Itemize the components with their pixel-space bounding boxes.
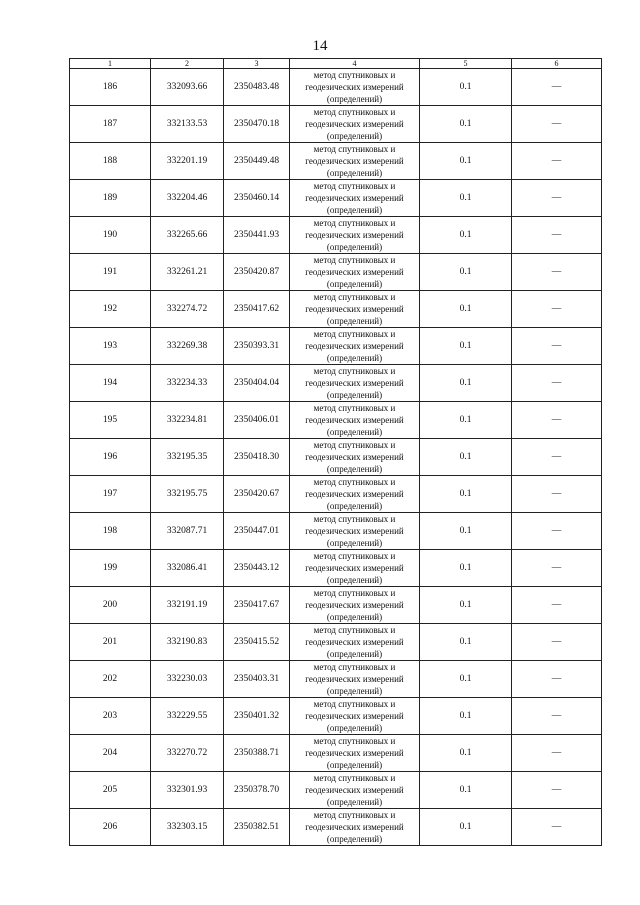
- point-number-cell: 194: [70, 365, 151, 402]
- coordinate-x-cell: 332201.19: [151, 143, 224, 180]
- method-line: метод спутниковых и: [313, 144, 396, 154]
- table-row: [70, 698, 602, 735]
- method-cell: [290, 365, 420, 402]
- page-number: 14: [312, 38, 328, 54]
- coordinate-x-cell: 332195.75: [151, 476, 224, 513]
- table-row: [70, 550, 602, 587]
- method-line: метод спутниковых и: [313, 366, 396, 376]
- method-line: метод спутниковых и: [313, 477, 396, 487]
- table-row: [70, 624, 602, 661]
- table-row: [70, 217, 602, 254]
- point-number-cell: 206: [70, 809, 151, 846]
- coordinate-x-cell: 332087.71: [151, 513, 224, 550]
- method-line: (определений): [326, 242, 383, 252]
- method-line: геодезических измерений: [305, 637, 404, 647]
- point-number-cell: 197: [70, 476, 151, 513]
- coordinate-x-cell: 332265.66: [151, 217, 224, 254]
- point-number-cell: 200: [70, 587, 151, 624]
- accuracy-cell: 0.1: [420, 328, 512, 365]
- note-cell: —: [512, 772, 602, 809]
- point-number-cell: 201: [70, 624, 151, 661]
- coordinate-x-cell: 332303.15: [151, 809, 224, 846]
- accuracy-cell: 0.1: [420, 809, 512, 846]
- point-number-cell: 186: [70, 69, 151, 106]
- accuracy-cell: 0.1: [420, 217, 512, 254]
- method-line: геодезических измерений: [305, 341, 404, 351]
- method-line: геодезических измерений: [305, 600, 404, 610]
- accuracy-cell: 0.1: [420, 106, 512, 143]
- point-number-cell: 189: [70, 180, 151, 217]
- coordinate-x-cell: 332133.53: [151, 106, 224, 143]
- method-line: метод спутниковых и: [313, 181, 396, 191]
- note-cell: —: [512, 291, 602, 328]
- coordinate-x-cell: 332270.72: [151, 735, 224, 772]
- note-cell: —: [512, 809, 602, 846]
- method-cell: [290, 587, 420, 624]
- coordinate-y-cell: 2350449.48: [224, 143, 290, 180]
- method-line: геодезических измерений: [305, 711, 404, 721]
- method-line: (определений): [326, 834, 383, 844]
- coordinate-x-cell: 332204.46: [151, 180, 224, 217]
- note-cell: —: [512, 254, 602, 291]
- note-cell: —: [512, 180, 602, 217]
- note-cell: —: [512, 365, 602, 402]
- method-cell: [290, 180, 420, 217]
- accuracy-cell: 0.1: [420, 587, 512, 624]
- coordinate-x-cell: 332261.21: [151, 254, 224, 291]
- note-cell: —: [512, 698, 602, 735]
- coordinate-x-cell: 332234.33: [151, 365, 224, 402]
- coordinate-x-cell: 332190.83: [151, 624, 224, 661]
- table-row: [70, 661, 602, 698]
- accuracy-cell: 0.1: [420, 698, 512, 735]
- method-cell: [290, 217, 420, 254]
- note-cell: —: [512, 550, 602, 587]
- accuracy-cell: 0.1: [420, 735, 512, 772]
- table-row: [70, 809, 602, 846]
- coordinate-x-cell: 332230.03: [151, 661, 224, 698]
- table-row: [70, 365, 602, 402]
- method-line: геодезических измерений: [305, 156, 404, 166]
- point-number-cell: 195: [70, 402, 151, 439]
- table-row: [70, 69, 602, 106]
- method-cell: [290, 550, 420, 587]
- accuracy-cell: 0.1: [420, 439, 512, 476]
- table-header-row: [70, 59, 602, 69]
- method-line: геодезических измерений: [305, 563, 404, 573]
- method-cell: [290, 624, 420, 661]
- method-line: (определений): [326, 168, 383, 178]
- method-cell: [290, 772, 420, 809]
- coordinate-y-cell: 2350441.93: [224, 217, 290, 254]
- method-line: геодезических измерений: [305, 415, 404, 425]
- method-line: (определений): [326, 538, 383, 548]
- table-body: [70, 69, 602, 846]
- point-number-cell: 192: [70, 291, 151, 328]
- accuracy-cell: 0.1: [420, 69, 512, 106]
- note-cell: —: [512, 587, 602, 624]
- method-cell: [290, 69, 420, 106]
- column-header: 3: [224, 59, 290, 69]
- method-line: геодезических измерений: [305, 378, 404, 388]
- note-cell: —: [512, 513, 602, 550]
- accuracy-cell: 0.1: [420, 624, 512, 661]
- method-line: геодезических измерений: [305, 304, 404, 314]
- coordinate-y-cell: 2350460.14: [224, 180, 290, 217]
- column-header: 1: [70, 59, 151, 69]
- accuracy-cell: 0.1: [420, 402, 512, 439]
- accuracy-cell: 0.1: [420, 291, 512, 328]
- note-cell: —: [512, 402, 602, 439]
- coordinate-x-cell: 332301.93: [151, 772, 224, 809]
- accuracy-cell: 0.1: [420, 772, 512, 809]
- note-cell: —: [512, 476, 602, 513]
- coordinate-y-cell: 2350483.48: [224, 69, 290, 106]
- method-line: метод спутниковых и: [313, 218, 396, 228]
- method-line: метод спутниковых и: [313, 773, 396, 783]
- method-cell: [290, 254, 420, 291]
- method-line: (определений): [326, 390, 383, 400]
- column-header: 4: [290, 59, 420, 69]
- coordinate-y-cell: 2350418.30: [224, 439, 290, 476]
- coordinate-y-cell: 2350415.52: [224, 624, 290, 661]
- method-cell: [290, 735, 420, 772]
- coordinate-y-cell: 2350403.31: [224, 661, 290, 698]
- method-cell: [290, 513, 420, 550]
- method-line: (определений): [326, 649, 383, 659]
- coordinates-table: [69, 58, 602, 846]
- method-line: метод спутниковых и: [313, 551, 396, 561]
- table-row: [70, 735, 602, 772]
- method-cell: [290, 143, 420, 180]
- note-cell: —: [512, 624, 602, 661]
- coordinate-y-cell: 2350393.31: [224, 328, 290, 365]
- point-number-cell: 204: [70, 735, 151, 772]
- coordinate-y-cell: 2350470.18: [224, 106, 290, 143]
- coordinate-y-cell: 2350417.67: [224, 587, 290, 624]
- method-line: метод спутниковых и: [313, 514, 396, 524]
- method-line: метод спутниковых и: [313, 588, 396, 598]
- point-number-cell: 198: [70, 513, 151, 550]
- method-line: метод спутниковых и: [313, 736, 396, 746]
- method-cell: [290, 698, 420, 735]
- table-row: [70, 254, 602, 291]
- method-line: метод спутниковых и: [313, 403, 396, 413]
- coordinate-y-cell: 2350404.04: [224, 365, 290, 402]
- coordinate-y-cell: 2350443.12: [224, 550, 290, 587]
- method-line: метод спутниковых и: [313, 292, 396, 302]
- column-header: 6: [512, 59, 602, 69]
- method-line: (определений): [326, 575, 383, 585]
- point-number-cell: 199: [70, 550, 151, 587]
- coordinate-y-cell: 2350447.01: [224, 513, 290, 550]
- table-row: [70, 143, 602, 180]
- method-line: геодезических измерений: [305, 674, 404, 684]
- method-line: метод спутниковых и: [313, 662, 396, 672]
- point-number-cell: 203: [70, 698, 151, 735]
- point-number-cell: 193: [70, 328, 151, 365]
- accuracy-cell: 0.1: [420, 254, 512, 291]
- coordinate-x-cell: 332269.38: [151, 328, 224, 365]
- method-line: метод спутниковых и: [313, 255, 396, 265]
- accuracy-cell: 0.1: [420, 476, 512, 513]
- method-line: (определений): [326, 279, 383, 289]
- accuracy-cell: 0.1: [420, 143, 512, 180]
- method-cell: [290, 402, 420, 439]
- note-cell: —: [512, 735, 602, 772]
- table-row: [70, 587, 602, 624]
- coordinate-x-cell: 332274.72: [151, 291, 224, 328]
- method-line: метод спутниковых и: [313, 699, 396, 709]
- method-line: геодезических измерений: [305, 526, 404, 536]
- coordinate-x-cell: 332086.41: [151, 550, 224, 587]
- coordinate-y-cell: 2350420.87: [224, 254, 290, 291]
- note-cell: —: [512, 106, 602, 143]
- method-cell: [290, 476, 420, 513]
- method-cell: [290, 291, 420, 328]
- table-row: [70, 291, 602, 328]
- coordinate-y-cell: 2350420.67: [224, 476, 290, 513]
- note-cell: —: [512, 328, 602, 365]
- method-line: (определений): [326, 316, 383, 326]
- coordinate-x-cell: 332093.66: [151, 69, 224, 106]
- method-line: (определений): [326, 94, 383, 104]
- column-header: 5: [420, 59, 512, 69]
- point-number-cell: 191: [70, 254, 151, 291]
- table-row: [70, 513, 602, 550]
- method-line: метод спутниковых и: [313, 625, 396, 635]
- table-row: [70, 180, 602, 217]
- method-cell: [290, 661, 420, 698]
- coordinate-y-cell: 2350378.70: [224, 772, 290, 809]
- method-line: геодезических измерений: [305, 452, 404, 462]
- point-number-cell: 205: [70, 772, 151, 809]
- method-line: (определений): [326, 686, 383, 696]
- point-number-cell: 187: [70, 106, 151, 143]
- point-number-cell: 188: [70, 143, 151, 180]
- method-line: геодезических измерений: [305, 267, 404, 277]
- method-line: (определений): [326, 501, 383, 511]
- note-cell: —: [512, 143, 602, 180]
- accuracy-cell: 0.1: [420, 365, 512, 402]
- method-line: геодезических измерений: [305, 785, 404, 795]
- table-row: [70, 402, 602, 439]
- table-row: [70, 106, 602, 143]
- coordinate-x-cell: 332191.19: [151, 587, 224, 624]
- method-line: геодезических измерений: [305, 193, 404, 203]
- accuracy-cell: 0.1: [420, 661, 512, 698]
- table-row: [70, 476, 602, 513]
- note-cell: —: [512, 661, 602, 698]
- method-line: (определений): [326, 205, 383, 215]
- method-line: метод спутниковых и: [313, 440, 396, 450]
- method-line: (определений): [326, 353, 383, 363]
- table-row: [70, 439, 602, 476]
- note-cell: —: [512, 217, 602, 254]
- method-line: метод спутниковых и: [313, 107, 396, 117]
- point-number-cell: 196: [70, 439, 151, 476]
- method-line: (определений): [326, 464, 383, 474]
- method-line: геодезических измерений: [305, 230, 404, 240]
- method-line: (определений): [326, 131, 383, 141]
- note-cell: —: [512, 69, 602, 106]
- method-line: метод спутниковых и: [313, 810, 396, 820]
- coordinate-y-cell: 2350406.01: [224, 402, 290, 439]
- coordinate-x-cell: 332195.35: [151, 439, 224, 476]
- accuracy-cell: 0.1: [420, 550, 512, 587]
- method-line: (определений): [326, 723, 383, 733]
- column-header: 2: [151, 59, 224, 69]
- accuracy-cell: 0.1: [420, 513, 512, 550]
- method-line: геодезических измерений: [305, 119, 404, 129]
- method-line: геодезических измерений: [305, 82, 404, 92]
- point-number-cell: 190: [70, 217, 151, 254]
- coordinate-y-cell: 2350417.62: [224, 291, 290, 328]
- method-line: (определений): [326, 427, 383, 437]
- coordinate-y-cell: 2350388.71: [224, 735, 290, 772]
- note-cell: —: [512, 439, 602, 476]
- method-line: метод спутниковых и: [313, 329, 396, 339]
- method-cell: [290, 106, 420, 143]
- coordinate-y-cell: 2350401.32: [224, 698, 290, 735]
- method-line: метод спутниковых и: [313, 70, 396, 80]
- method-line: геодезических измерений: [305, 489, 404, 499]
- table-row: [70, 772, 602, 809]
- coordinate-x-cell: 332234.81: [151, 402, 224, 439]
- method-cell: [290, 439, 420, 476]
- method-line: (определений): [326, 760, 383, 770]
- coordinate-x-cell: 332229.55: [151, 698, 224, 735]
- coordinate-y-cell: 2350382.51: [224, 809, 290, 846]
- method-line: (определений): [326, 612, 383, 622]
- method-line: геодезических измерений: [305, 748, 404, 758]
- method-line: геодезических измерений: [305, 822, 404, 832]
- method-line: (определений): [326, 797, 383, 807]
- method-cell: [290, 809, 420, 846]
- table-row: [70, 328, 602, 365]
- point-number-cell: 202: [70, 661, 151, 698]
- accuracy-cell: 0.1: [420, 180, 512, 217]
- method-cell: [290, 328, 420, 365]
